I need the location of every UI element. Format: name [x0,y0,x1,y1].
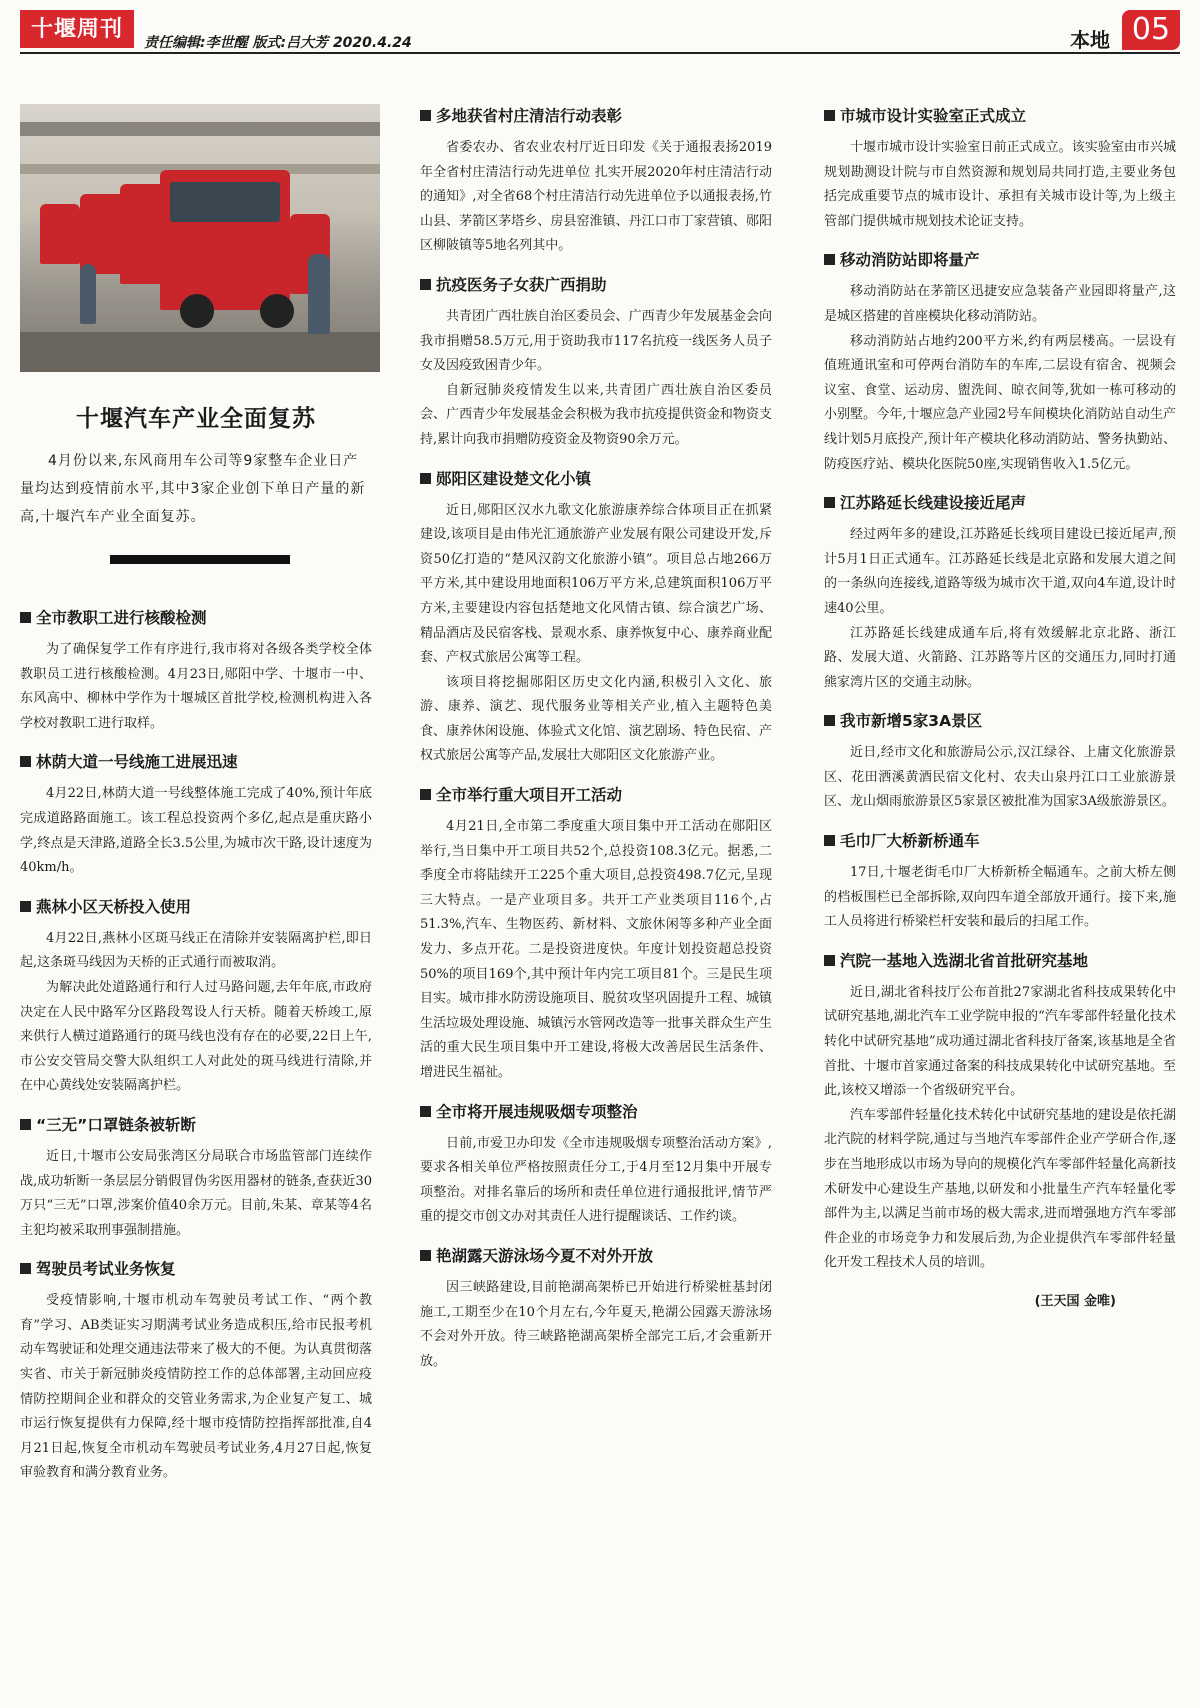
article-paragraph: 为了确保复学工作有序进行,我市将对各级各类学校全体教职员工进行核酸检测。4月23日,郧阳中学、十堰市一中、东风高中、柳林中学作为十堰城区首批学校,检测机构进入各学校对教职工进行取样。 [20,642,372,731]
article-paragraph: 移动消防站占地约200平方米,约有两层楼高。一层设有值班通讯室和可停两台消防车的车库,二层设有宿舍、视频会议室、食堂、运动房、盥洗间、晾衣间等,犹如一栋可移动的小别墅。今年,十堰应急产业园2号车间模块化消防站自动生产线计划5月底投产,预计年产模块化移动消防站、警务执勤站、防疫医疗站、模块化医院50座,实现销售收入1.5亿元。 [824,333,1176,472]
article-title: 全市举行重大项目开工活动 [420,783,772,807]
truck-factory-photo [20,104,380,372]
article-paragraph: 近日,经市文化和旅游局公示,汉江绿谷、上庸文化旅游景区、花田洒溪黄酒民宿文化村、农夫山泉丹江口工业旅游景区、龙山烟雨旅游景区5家景区被批准为国家3A级旅游景区。 [824,745,1176,810]
column-3 [824,104,1176,1309]
news-article [420,467,772,770]
news-article [420,1100,772,1230]
article-paragraph: 17日,十堰老街毛巾厂大桥新桥全幅通车。之前大桥左侧的档板围栏已全部拆除,双向四车道全部放开通行。接下来,施工人员将进行桥梁栏杆安装和最后的扫尾工作。 [824,865,1176,930]
newspaper-logo: 十堰周刊 [20,10,134,48]
column-2 [420,104,772,1388]
article-paragraph: 汽车零部件轻量化技术转化中试研究基地的建设是依托湖北汽院的材料学院,通过与当地汽车零部件企业产学研合作,逐步在当地形成以市场为导向的规模化汽车零部件轻量化高新技术研发中心建设生产基地,以研发和小批量生产汽车轻量化零部件为主,以满足当前市场的极大需求,进而增强地方汽车零部件企业的市场竞争力和发展后劲,为企业提供汽车零部件轻量化开发工程技术人员的培训。 [824,1107,1176,1271]
column-1 [20,104,372,1500]
article-paragraph: 近日,郧阳区汉水九歌文化旅游康养综合体项目正在抓紧建设,该项目是由伟光汇通旅游产业发展有限公司建设开发,斥资50亿打造的“楚风汉韵文化旅游小镇”。项目总占地266万平方米,其中建设用地面积106万平方米,总建筑面积106万平方米,主要建设内容包括楚地文化风情古镇、综合演艺广场、精品酒店及民宿客栈、景观水系、康养恢复中心、康养商业配套、产权式旅居公寓等工程。 [420,502,772,666]
reporter-byline: (王天国 金唯) [1034,1293,1116,1309]
article-paragraph: 近日,湖北省科技厅公布首批27家湖北省科技成果转化中试研究基地,湖北汽车工业学院申报的“汽车零部件轻量化技术转化中试研究基地”成功通过湖北省科技厅备案,该基地是全省首批、十堰市首家通过备案的科技成果转化中试研究基地。至此,该校又增添一个省级研究平台。 [824,984,1176,1099]
news-article [20,1113,372,1243]
article-title: 江苏路延长线建设接近尾声 [824,491,1176,515]
lead-text: 4月份以来,东风商用车公司等9家整车企业日产量均达到疫情前水平,其中3家企业创下单日产量的新高,十堰汽车产业全面复苏。 [20,453,366,525]
news-article [824,949,1176,1276]
article-paragraph: 省委农办、省农业农村厅近日印发《关于通报表扬2019年全省村庄清洁行动先进单位 扎实开展2020年村庄清洁行动的通知》,对全省68个村庄清洁行动先进单位予以通报表扬,竹山县、茅箭区茅塔乡、房县窑淮镇、丹江口市丁家营镇、郧阳区柳陂镇等5地名列其中。 [420,140,772,254]
article-paragraph: 十堰市城市设计实验室日前正式成立。该实验室由市兴城规划勘测设计院与市自然资源和规划局共同打造,主要业务包括完成重要节点的城市设计、承担有关城市设计等,为上级主管部门提供城市规划技术论证支持。 [824,140,1176,229]
article-title: 驾驶员考试业务恢复 [20,1257,372,1281]
article-paragraph: 共青团广西壮族自治区委员会、广西青少年发展基金会向我市捐赠58.5万元,用于资助我市117名抗疫一线医务人员子女及因疫致困青少年。 [420,308,772,374]
article-title: 抗疫医务子女获广西捐助 [420,273,772,297]
article-title: 我市新增5家3A景区 [824,709,1176,733]
news-article [824,491,1176,695]
article-title: 全市教职工进行核酸检测 [20,606,372,630]
news-article [20,895,372,1099]
article-paragraph: 4月22日,林荫大道一号线整体施工完成了40%,预计年底完成道路路面施工。该工程总投资两个多亿,起点是重庆路小学,终点是天津路,道路全长3.5公里,为城市次干路,设计速度为40km/h。 [20,786,372,876]
section-name: 本地 [1070,28,1110,52]
news-article [824,709,1176,815]
article-paragraph: 近日,十堰市公安局张湾区分局联合市场监管部门连续作战,成功斩断一条层层分销假冒伪劣医用器材的链条,查获近30万只“三无”口罩,涉案价值40余万元。目前,朱某、章某等4名主犯均被采取刑事强制措施。 [20,1148,372,1238]
news-article [824,104,1176,234]
article-paragraph: 受疫情影响,十堰市机动车驾驶员考试工作、“两个教育”学习、AB类证实习期满考试业务造成积压,给市民报考机动车驾驶证和处理交通违法带来了极大的不便。为认真贯彻落实省、市关于新冠肺炎疫情防控工作的总体部署,主动回应疫情防控期间企业和群众的交管业务需求,为企业复产复工、城市运行恢复提供有力保障,经十堰市疫情防控指挥部批准,自4月21日起,恢复全市机动车驾驶员考试业务,4月27日起,恢复审验教育和满分教育业务。 [20,1293,372,1481]
article-title: “三无”口罩链条被斩断 [20,1113,372,1137]
article-paragraph: 该项目将挖掘郧阳区历史文化内涵,积极引入文化、旅游、康养、演艺、现代服务业等相关产业,植入主题特色美食、康养休闲设施、体验式文化馆、演艺剧场、特色民宿、产权式旅居公寓等产品,发展壮大郧阳区文化旅游产业。 [420,674,772,764]
article-title: 市城市设计实验室正式成立 [824,104,1176,128]
news-article [824,248,1176,477]
article-paragraph: 日前,市爱卫办印发《全市违规吸烟专项整治活动方案》,要求各相关单位严格按照责任分工,于4月至12月集中开展专项整治。对排名靠后的场所和责任单位进行通报批评,情节严重的提交市创文办对其责任人进行提醒谈话、工作约谈。 [420,1135,772,1225]
divider-bar [110,555,290,564]
article-paragraph: 为解决此处道路通行和行人过马路问题,去年年底,市政府决定在人民中路军分区路段驾设人行天桥。随着天桥竣工,原来供行人横过道路通行的斑马线也没有存在的必要,22日上午,市公安交管局交警大队组织工人对此处的斑马线进行清除,并在中心黄线处安装隔离护栏。 [20,979,372,1094]
article-title: 多地获省村庄清洁行动表彰 [420,104,772,128]
news-article [20,1257,372,1486]
article-title: 艳湖露天游泳场今夏不对外开放 [420,1244,772,1268]
article-paragraph: 4月22日,燕林小区斑马线正在清除并安装隔离护栏,即日起,这条斑马线因为天桥的正式通行而被取消。 [20,930,372,971]
news-article [420,783,772,1086]
lead-headline: 十堰汽车产业全面复苏 [76,405,316,432]
news-article [20,750,372,880]
article-paragraph: 江苏路延长线建成通车后,将有效缓解北京北路、浙江路、发展大道、火箭路、江苏路等片区的交通压力,同时打通熊家湾片区的交通主动脉。 [824,625,1176,690]
article-title: 林荫大道一号线施工进展迅速 [20,750,372,774]
article-paragraph: 4月21日,全市第二季度重大项目集中开工活动在郧阳区举行,当日集中开工项目共52个,总投资108.3亿元。据悉,二季度全市将陆续开工225个重大项目,总投资498.7亿元,呈现三大特点。一是产业项目多。共开工产业类项目116个,占51.3%,汽车、生物医药、新材料、文旅休闲等多种产业全面发力、多点开花。二是投资进度快。年度计划投资超总投资50%的项目169个,其中预计年内完工项目81个。三是民生项目实。城市排水防涝设施项目、脱贫攻坚巩固提升工程、城镇生活垃圾处理设施、城镇污水管网改造等一批事关群众生产生活的重大民生项目集中开工建设,将极大改善居民生活条件、增进民生福祉。 [420,819,772,1080]
news-article [824,829,1176,935]
article-title: 毛巾厂大桥新桥通车 [824,829,1176,853]
masthead [20,10,1180,54]
article-title: 郧阳区建设楚文化小镇 [420,467,772,491]
article-title: 汽院一基地入选湖北省首批研究基地 [824,949,1176,973]
article-title: 燕林小区天桥投入使用 [20,895,372,919]
page-number: 05 [1122,10,1180,50]
news-article [20,606,372,736]
article-paragraph: 因三峡路建设,目前艳湖高架桥已开始进行桥梁桩基封闭施工,工期至少在10个月左右,今年夏天,艳湖公园露天游泳场不会对外开放。待三峡路艳湖高架桥全部完工后,才会重新开放。 [420,1279,772,1369]
article-paragraph: 移动消防站在茅箭区迅捷安应急装备产业园即将量产,这是城区搭建的首座模块化移动消防站。 [824,284,1176,324]
news-article [420,104,772,259]
article-paragraph: 自新冠肺炎疫情发生以来,共青团广西壮族自治区委员会、广西青少年发展基金会积极为我市抗疫提供资金和物资支持,累计向我市捐赠防疫资金及物资90余万元。 [420,382,772,447]
editor-credits: 责任编辑:李世醒 版式:吕大芳 2020.4.24 [144,35,412,51]
article-title: 移动消防站即将量产 [824,248,1176,272]
news-article [420,1244,772,1374]
article-title: 全市将开展违规吸烟专项整治 [420,1100,772,1124]
article-paragraph: 经过两年多的建设,江苏路延长线项目建设已接近尾声,预计5月1日正式通车。江苏路延长线是北京路和发展大道之间的一条纵向连接线,道路等级为城市次干道,双向4车道,设计时速40公里。 [824,527,1176,616]
news-article [420,273,772,453]
